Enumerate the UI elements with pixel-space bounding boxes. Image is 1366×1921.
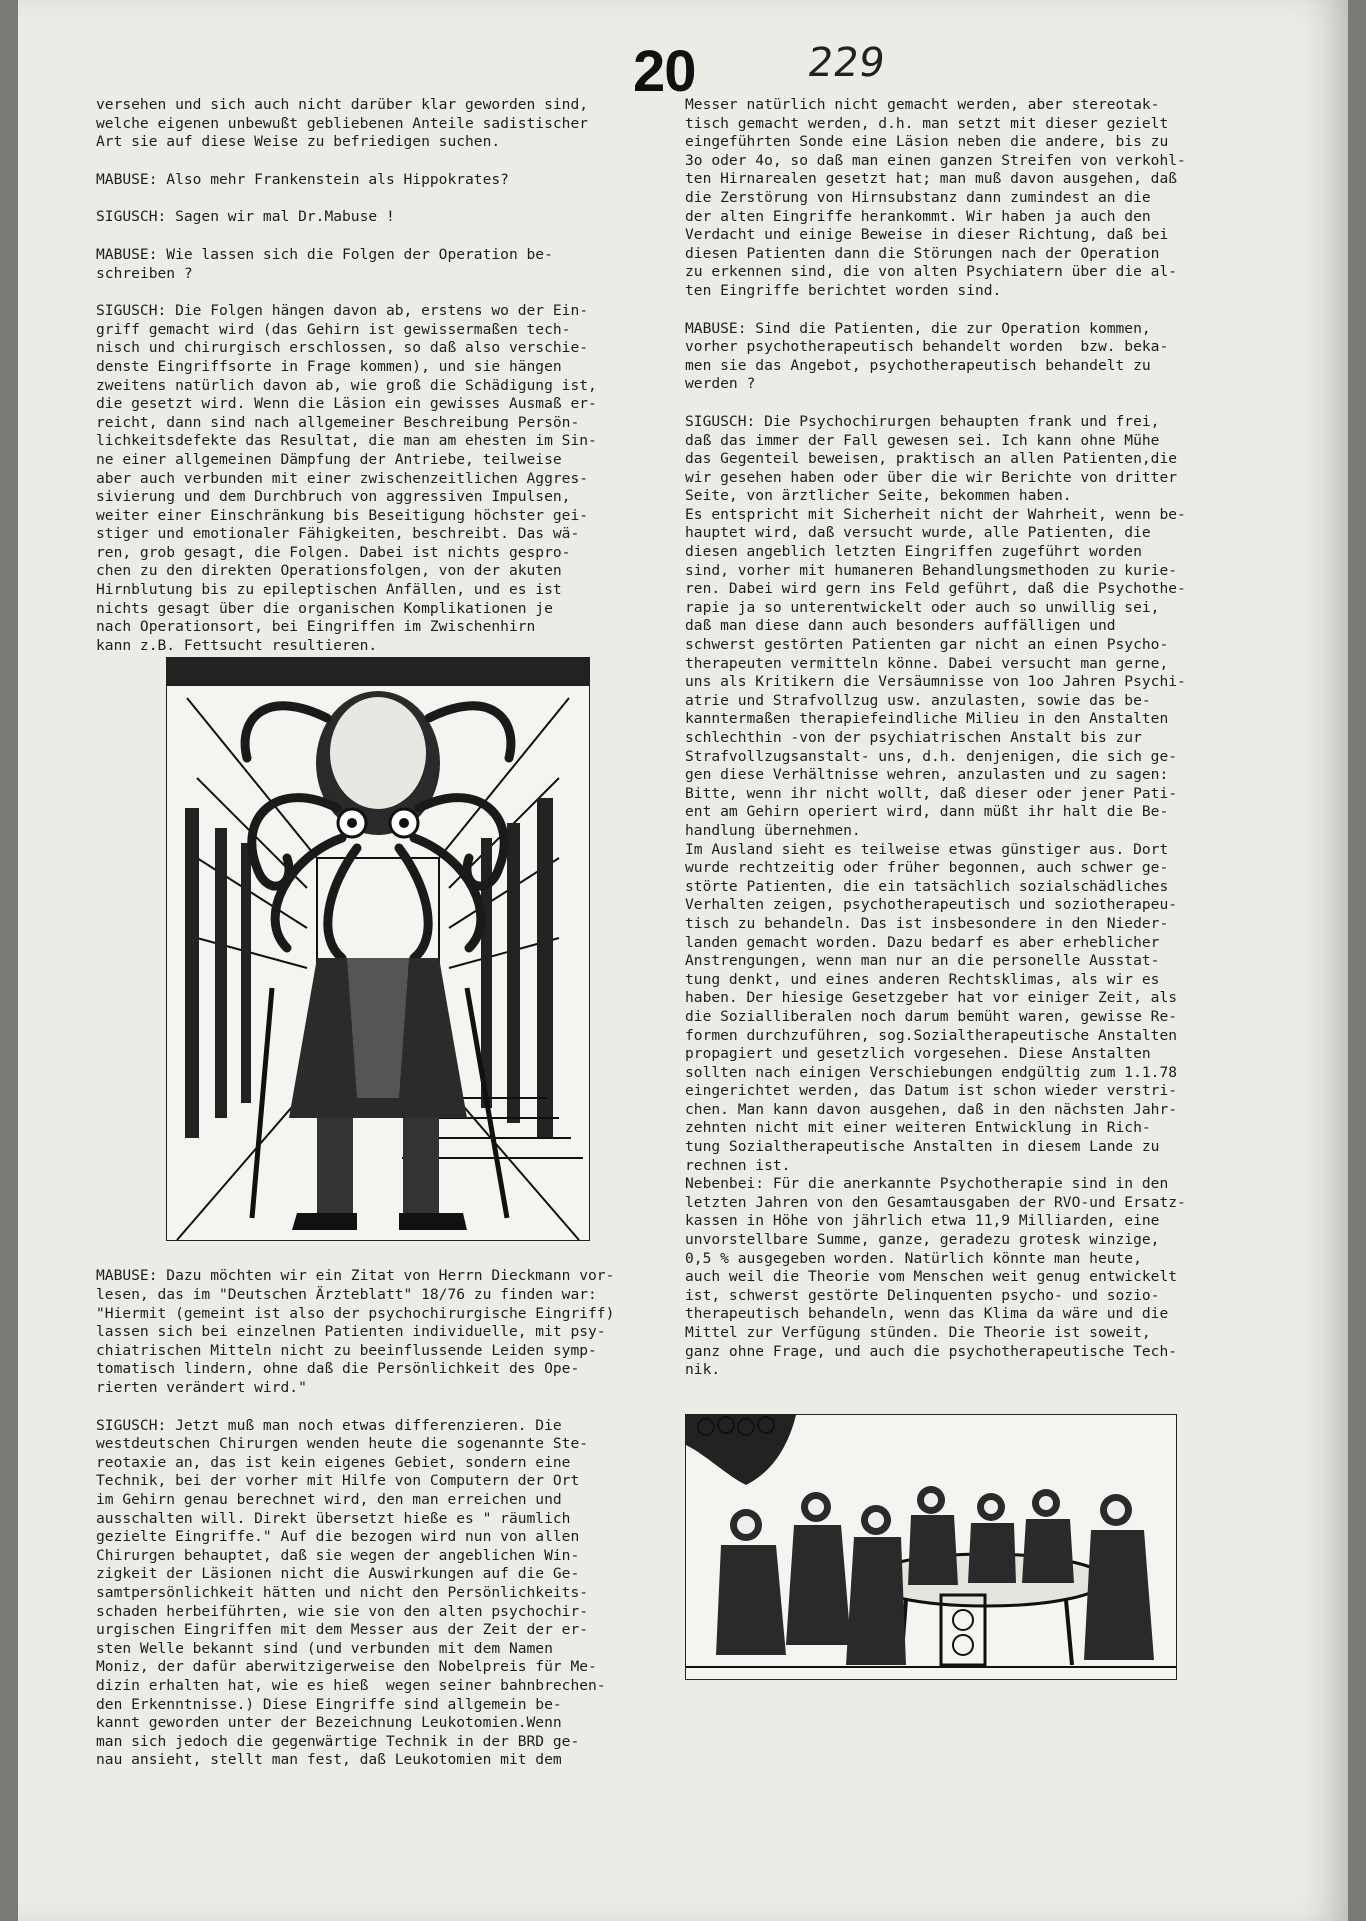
paragraph: MABUSE: Dazu möchten wir ein Zitat von Herrn Dieckmann vor- lesen, das im "Deutschen Ärzteblatt" 18/76 zu finden war: "Hiermit (gemeint ist also der psychochirurgische Eingriff) lassen sich bei einzelnen Patienten individuelle, mit psy- chiatrischen Mitteln nicht zu beeinflussende Leiden symp- tomatisch lindern, ohne daß die Persönlichkeit des Ope- rierten verändert wird." <box>96 1267 615 1396</box>
paragraph: versehen und sich auch nicht darüber klar geworden sind, welche eigenen unbewußt gebliebenen Anteile sadistischer Art sie auf diese Weise zu befriedigen suchen. <box>96 96 589 151</box>
paragraph: SIGUSCH: Die Folgen hängen davon ab, erstens wo der Ein- griff gemacht wird (das Gehirn ist gewissermaßen tech- nisch und chirurgisch erschlossen, so daß also verschie- denste Eingriffsorte in Frage kommen), und sie hängen zweitens natürlich davon ab, wie groß die Schädigung ist, die gesetzt wird. Wenn die Läsion ein gewisses Ausmaß er- reicht, dann sind nach allgemeiner Beschreibung Persön- lichkeitsdefekte das Resultat, die man am ehesten im Sin- ne einer allgemeinen Dämpfung der Antriebe, teilweise aber auch verbunden mit einer zwischenzeitlichen Aggres- sivierung und dem Durchbruch von aggressiven Impulsen, weiter einer Einschränkung bis Beseitigung höchster gei- stiger und emotionaler Fähigkeiten, beschreibt. Das wä- ren, grob gesagt, die Folgen. Dabei ist nichts gespro- chen zu den direkten Operationsfolgen, von der akuten Hirnblutung bis zu epileptischen Anfällen, und es ist nichts gesagt über die organischen Komplikationen je nach Operationsort, bei Eingriffen im Zwischenhirn kann z.B. Fettsucht resultieren. <box>96 302 597 654</box>
octopus-surgeon-illustration <box>166 657 590 1241</box>
paragraph: SIGUSCH: Die Psychochirurgen behaupten frank und frei, daß das immer der Fall gewesen sei. Ich kann ohne Mühe das Gegenteil beweisen, praktisch an allen Patienten,die wir gesehen haben oder über die wir Berichte von dritter Seite, von ärztlicher Seite, bekommen haben. Es entspricht mit Sicherheit nicht der Wahrheit, wenn be- hauptet wird, daß versucht wurde, alle Patienten, die diesen angeblich letzten Eingriffen zugeführt worden sind, vorher mit humaneren Behandlungsmethoden zu kurie- ren. Dabei wird gern ins Feld geführt, daß die Psychothe- rapie ja so unterentwickelt oder auch so unwillig sei, daß man diese dann auch besonders auffälligen und schwerst gestörten Patienten gar nicht an einen Psycho- therapeuten vermitteln könne. Dabei versucht man gerne, uns als Kritikern die Versäumnisse von 1oo Jahren Psychi- atrie und Strafvollzug usw. anzulasten, sowie das be- kanntermaßen therapiefeindliche Milieu in den Anstalten schlechthin -von der psychiatrischen Anstalt bis zur Strafvollzugsanstalt- uns, d.h. denjenigen, die sich ge- gen diese Verhältnisse wehren, anzulasten und zu sagen: Bitte, wenn ihr nicht wollt, daß dieser oder jener Pati- ent am Gehirn operiert wird, dann müßt ihr halt die Be- handlung übernehmen. Im Ausland sieht es teilweise etwas günstiger aus. Dort wurde rechtzeitig oder früher begonnen, auch schwer ge- störte Patienten, die ein tatsächlich sozialschädliches Verhalten zeigen, psychotherapeutisch und soziotherapeu- tisch zu behandeln. Das ist insbesondere in den Nieder- landen gemacht worden. Dazu bedarf es aber erheblicher Anstrengungen, wenn man nur an die personelle Ausstat- tung denkt, und eines anderen Rechtsklimas, als wir es haben. Der hiesige Gesetzgeber hat vor einiger Zeit, als die Sozialliberalen noch darum bemüht waren, gewisse Re- formen durchzuführen, sog.Sozialtherapeutische Anstalten propagiert und gesetzlich vorgesehen. Diese Anstalten sollten nach einigen Verschiebungen endgültig zum 1.1.78 eingerichtet werden, das Datum ist schon wieder verstri- chen. Man kann davon ausgehen, daß in den nächsten Jahr- zehnten nicht mit einer weiteren Entwicklung in Rich- tung Sozialtherapeutische Anstalten in diesem Lande zu rechnen ist. Nebenbei: Für die anerkannte Psychotherapie sind in den letzten Jahren von den Gesamtausgaben der RVO-und Ersatz- kassen in Höhe von jährlich etwa 11,9 Milliarden, eine unvorstellbare Summe, ganze, geradezu grotesk winzige, 0,5 % ausgegeben worden. Natürlich könnte man heute, auch weil die Theorie vom Menschen weit genug entwickelt ist, schwerst gestörte Delinquenten psycho- und sozio- therapeutisch behandeln, wenn das Klima da wäre und die Mittel zur Verfügung stünden. Die Theorie ist soweit, ganz ohne Frage, und auch die psychotherapeutische Tech- nik. <box>685 412 1186 1379</box>
paragraph: SIGUSCH: Jetzt muß man noch etwas differenzieren. Die westdeutschen Chirurgen wenden heute die sogenannte Ste- reotaxie an, das ist kein eigenes Gebiet, sondern eine Technik, bei der vorher mit Hilfe von Computern der Ort im Gehirn genau berechnet wird, den man erreichen und ausschalten will. Direkt übersetzt hieße es " räumlich gezielte Eingriffe." Auf die bezogen wird nun von allen Chirurgen behauptet, daß sie wegen der angeblichen Win- zigkeit der Läsionen nicht die Auswirkungen auf die Ge- samtpersönlichkeit hätten und nicht den Persönlichkeits- schaden herbeiführten, wie sie von den alten psychochir- urgischen Eingriffen mit dem Messer aus der Zeit der er- sten Welle bekannt sind (und verbunden mit dem Namen Moniz, der dafür aberwitzigerweise den Nobelpreis für Me- dizin erhalten hat, wie es hieß wegen seiner bahnbrechen- den Erkenntnisse.) Diese Eingriffe sind allgemein be- kannt geworden unter der Bezeichnung Leukotomien.Wenn man sich jedoch die gegenwärtige Technik in der BRD ge- nau ansieht, stellt man fest, daß Leukotomien mit dem <box>96 1416 606 1769</box>
left-column <box>96 96 656 1789</box>
right-column <box>685 96 1263 1680</box>
paragraph: MABUSE: Sind die Patienten, die zur Operation kommen, vorher psychotherapeutisch behandelt worden bzw. beka- men sie das Angebot, psychotherapeutisch behandelt zu werden ? <box>685 319 1169 393</box>
paragraph: MABUSE: Wie lassen sich die Folgen der Operation be- schreiben ? <box>96 245 553 282</box>
handwritten-page-number: 229 <box>804 40 888 86</box>
paragraph: Messer natürlich nicht gemacht werden, aber stereotak- tisch gemacht werden, d.h. man setzt mit dieser gezielt eingeführten Sonde eine Läsion neben die andere, bis zu 3o oder 4o, so daß man einen ganzen Streifen von verkohl- ten Hirnarealen gesetzt hat; man muß davon ausgehen, daß die Zerstörung von Hirnsubstanz dann zumindest an die der alten Eingriffe herankommt. Wir haben ja auch den Verdacht und einige Beweise in dieser Richtung, daß bei diesen Patienten dann die Störungen nach der Operation zu erkennen sind, die von alten Psychiatern über die al- ten Eingriffe berichtet worden sind. <box>685 96 1186 299</box>
paragraph: SIGUSCH: Sagen wir mal Dr.Mabuse ! <box>96 208 395 226</box>
physicians-table-engraving <box>685 1414 1177 1680</box>
paragraph: MABUSE: Also mehr Frankenstein als Hippokrates? <box>96 170 509 188</box>
page-number: 20 <box>633 39 696 104</box>
document-page <box>18 0 1348 1921</box>
